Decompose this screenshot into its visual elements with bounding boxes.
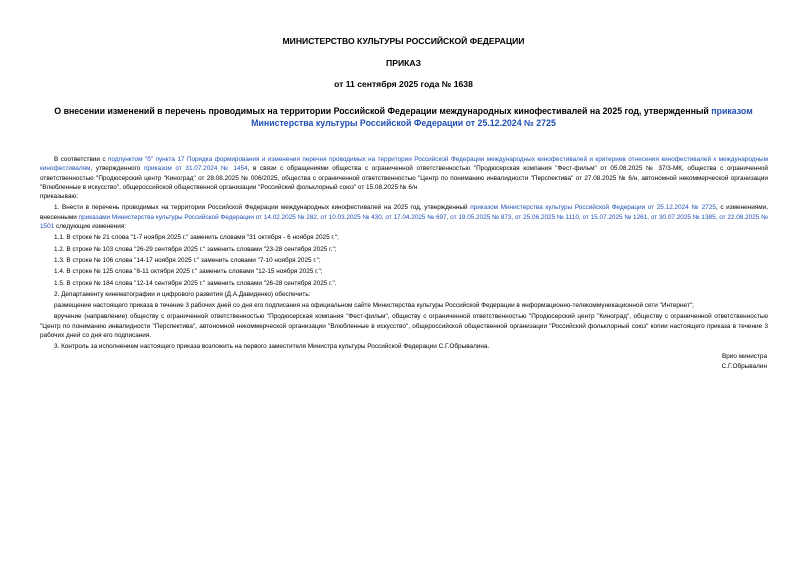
doc-type-heading: ПРИКАЗ	[386, 58, 421, 68]
preamble-text-2: , утвержденного	[90, 165, 144, 173]
signature-block	[722, 352, 767, 372]
subitem-1-5: 1.5. В строке № 184 слова "12-14 сентября 2025 г." заменить словами "26-28 сентября 2025 г.".	[54, 279, 337, 287]
item-2-publication: размещение настоящего приказа в течение 3 рабочих дней со дня его подписания на официальном сайте Министерства культуры Российской Федерации в информационно-телекоммуникационной сети "Интернет";	[54, 302, 694, 310]
subitem-1-2: 1.2. В строке № 103 слова "26-29 сентября 2025 г." заменить словами "23-28 сентября 2025 г.";	[54, 245, 337, 253]
item-2-intro: 2. Департаменту кинематографии и цифрового развития (Д.А.Давиденко) обеспечить:	[54, 290, 311, 298]
preamble-text-1: В соответствии с	[54, 156, 109, 163]
signatory-position: Врио министра	[721, 353, 767, 360]
item-1-paragraph	[40, 203, 768, 231]
amending-orders-link[interactable]: приказами Министерства культуры Российской Федерации от 14.02.2025 № 282, от 10.03.2025 № 430, от 17.04.2025 № 697, от 19.05.2025 № 873, от 25.06.2025 № 1110, от 15.07.2025 № 1261, от 30.07.2025 № 1385, от 22.08.2025 № 1501	[40, 213, 768, 231]
document-title	[40, 105, 767, 129]
title-order-link[interactable]: приказом Министерства культуры Российской Федерации от 25.12.2024 № 2725	[251, 106, 753, 128]
procedure-link[interactable]: подпунктом "б" пункта 17 Порядка формирования и изменения перечня проводимых на территории Российской Федерации международных кинофестивалей и критериев отнесения кинофестивалей к международным кинофестивалям	[40, 156, 768, 173]
item-3-paragraph: 3. Контроль за исполнением настоящего приказа возложить на первого заместителя Министра культуры Российской Федерации С.Г.Обрывалина.	[54, 343, 490, 351]
subitem-1-1: 1.1. В строке № 21 слова "1-7 ноября 2025 г." заменить словами "31 октября - 6 ноября 2025 г.";	[54, 234, 339, 242]
document-body	[40, 155, 768, 352]
date-number-heading: от 11 сентября 2025 года № 1638	[334, 79, 473, 89]
signatory-name: С.Г.Обрывалин	[721, 363, 767, 370]
subitem-1-4: 1.4. В строке № 125 слова "8-11 октября 2025 г." заменить словами "12-15 ноября 2025 г.";	[54, 268, 323, 276]
preamble-text-3: , в связи с обращениями общества с ограниченной ответственностью "Продюсерская компания "Фест-фильм" от 05.08.2025 № 37/3-МК, общества с ограниченной ответственностью "Продюсерский центр "Киноград" от 28.08.2025 № 006/2025, общества с ограниченной ответственностью "Центр по пониманию инвалидности "Перспектива" от 27.08.2025 № 6/н, автономной некоммерческой организации "Влюбленные в искусство", общероссийской общественной организации "Российский фольклорный союз" от 15.08.2025 № 6/н	[40, 165, 768, 191]
preamble-paragraph	[40, 155, 768, 192]
ministry-heading: МИНИСТЕРСТВО КУЛЬТУРЫ РОССИЙСКОЙ ФЕДЕРАЦИИ	[282, 36, 525, 46]
item-2-delivery: вручение (направление) обществу с ограниченной ответственностью "Продюсерская компания "Фест-фильм", обществу с ограниченной ответственностью "Продюсерский центр "Киноград", обществу с ограниченной ответственностью "Центр по пониманию инвалидности "Перспектива", автономной некоммерческой организации "Влюбленные в искусство", общероссийской общественной организации "Российский фольклорный союз" копии настоящего приказа в течение 3 рабочих дней со дня его подписания.	[40, 313, 768, 340]
subitem-1-3: 1.3. В строке № 106 слова "14-17 ноября 2025 г." заменить словами "7-10 ноября 2025 г.";	[54, 256, 321, 264]
orders-line: приказываю:	[40, 193, 78, 201]
title-text: О внесении изменений в перечень проводимых на территории Российской Федерации международных кинофестивалей на 2025 год, утвержденный	[54, 106, 712, 116]
item-1-text-1: 1. Внести в перечень проводимых на территории Российской Федерации международных кинофестивалей на 2025 год, утвержденный	[54, 204, 471, 212]
order-1454-link[interactable]: приказом от 31.07.2024 № 1454	[143, 165, 248, 173]
item-1-text-3: следующие изменения:	[54, 223, 127, 231]
item-1-text-2: , с изменениями, внесенными	[40, 204, 768, 221]
order-2725-link[interactable]: приказом Министерства культуры Российской Федерации от 25.12.2024 № 2725	[470, 204, 716, 212]
